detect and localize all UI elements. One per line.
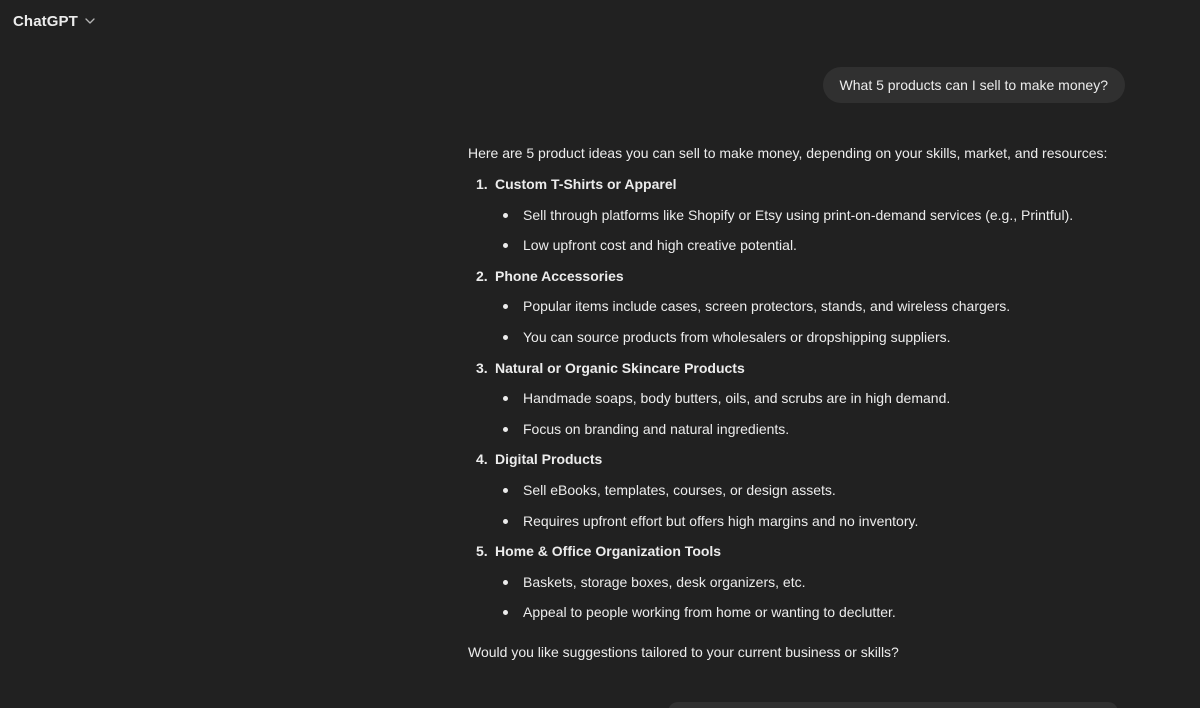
bullet-dot-icon: [468, 418, 523, 440]
model-switcher[interactable]: [13, 10, 96, 32]
bullet-item: [468, 295, 1148, 317]
bullet-dot-icon: [468, 387, 523, 409]
list-item: [468, 173, 1148, 256]
bullet-item: [468, 326, 1148, 348]
bullet-text: You can source products from wholesalers or dropshipping suppliers.: [523, 328, 951, 345]
bullet-dot-icon: [468, 326, 523, 348]
bullet-dot-icon: [468, 479, 523, 501]
list-item-title: [468, 173, 1148, 195]
bullet-text: Sell eBooks, templates, courses, or design assets.: [523, 481, 836, 498]
bullet-item: [468, 204, 1148, 226]
list-item: [468, 448, 1148, 531]
list-item-title: [468, 357, 1148, 379]
list-item: [468, 357, 1148, 440]
list-number: 5.: [476, 543, 488, 560]
bullet-dot-icon: [468, 601, 523, 623]
bullet-text: Popular items include cases, screen protectors, stands, and wireless chargers.: [523, 298, 1011, 315]
user-message: What 5 products can I sell to make money?: [823, 67, 1125, 103]
bullet-text: Sell through platforms like Shopify or Etsy using print-on-demand services (e.g., Printful).: [523, 206, 1074, 223]
list-title-text: Phone Accessories: [495, 267, 624, 284]
list-item: [468, 265, 1148, 348]
list-item-title: [468, 540, 1148, 562]
bullet-dot-icon: [468, 234, 523, 256]
bullet-item: [468, 234, 1148, 256]
list-title-text: Digital Products: [495, 451, 603, 468]
bullet-text: Appeal to people working from home or wanting to declutter.: [523, 604, 896, 621]
list-item: [468, 540, 1148, 623]
bullet-text: Baskets, storage boxes, desk organizers, etc.: [523, 573, 806, 590]
bullet-item: [468, 510, 1148, 532]
list-number: 4.: [476, 451, 488, 468]
list-title-text: Custom T-Shirts or Apparel: [495, 176, 677, 192]
bullet-text: Focus on branding and natural ingredients.: [523, 420, 790, 437]
bullet-item: [468, 601, 1148, 623]
assistant-intro: Here are 5 product ideas you can sell to make money, depending on your skills, market, and resources:: [468, 145, 1108, 161]
bullet-item: [468, 479, 1148, 501]
message-composer[interactable]: [668, 702, 1118, 708]
list-item-title: [468, 265, 1148, 287]
list-title-text: Natural or Organic Skincare Products: [495, 359, 745, 376]
list-number: 1.: [476, 176, 488, 192]
chevron-down-icon: [84, 15, 96, 27]
bullet-item: [468, 387, 1148, 409]
list-number: 3.: [476, 359, 488, 376]
model-name: ChatGPT: [13, 12, 78, 30]
assistant-message: [468, 142, 1148, 632]
bullet-dot-icon: [468, 510, 523, 532]
bullet-dot-icon: [468, 204, 523, 226]
bullet-dot-icon: [468, 571, 523, 593]
bullet-item: [468, 571, 1148, 593]
bullet-text: Requires upfront effort but offers high margins and no inventory.: [523, 512, 919, 529]
list-item-title: [468, 448, 1148, 470]
assistant-outro: Would you like suggestions tailored to your current business or skills?: [468, 644, 899, 660]
list-title-text: Home & Office Organization Tools: [495, 543, 722, 560]
list-number: 2.: [476, 267, 488, 284]
bullet-dot-icon: [468, 295, 523, 317]
bullet-text: Handmade soaps, body butters, oils, and scrubs are in high demand.: [523, 390, 951, 407]
bullet-item: [468, 418, 1148, 440]
bullet-text: Low upfront cost and high creative potential.: [523, 237, 797, 254]
